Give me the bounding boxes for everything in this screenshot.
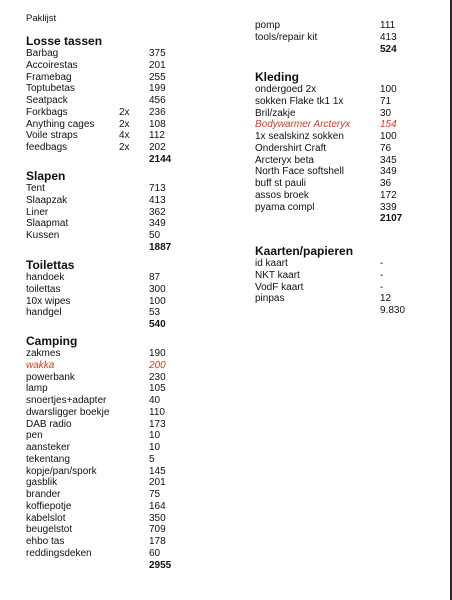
item-name: kopje/pan/spork bbox=[26, 465, 97, 477]
item-weight: 201 bbox=[149, 59, 166, 71]
item-name: Arcteryx beta bbox=[255, 154, 314, 166]
item-name: handoek bbox=[26, 272, 65, 283]
item-weight: 190 bbox=[149, 348, 166, 359]
section-title: Toilettas bbox=[26, 258, 75, 272]
item-name: feedbags bbox=[26, 142, 68, 153]
item-weight: 713 bbox=[149, 183, 166, 194]
item-weight: 71 bbox=[380, 95, 392, 107]
section-title: Kaarten/papieren bbox=[255, 244, 354, 258]
item-weight: 76 bbox=[380, 142, 392, 154]
item-name: handgel bbox=[26, 307, 62, 319]
item-weight: 413 bbox=[149, 194, 166, 206]
section-toilettas bbox=[26, 258, 166, 331]
section-title: Losse tassen bbox=[26, 34, 103, 48]
item-name: buff st pauli bbox=[255, 178, 306, 189]
item-weight: 5 bbox=[149, 453, 155, 465]
list-item bbox=[26, 348, 166, 360]
item-name: Bodywarmer Arcteryx bbox=[255, 119, 351, 131]
item-weight: 349 bbox=[149, 218, 166, 230]
item-weight: 456 bbox=[149, 95, 166, 106]
item-name: North Face softshell bbox=[255, 166, 344, 178]
list-item bbox=[255, 107, 392, 120]
item-name: Bril/zakje bbox=[255, 107, 296, 119]
item-name: aansteker bbox=[26, 442, 70, 453]
list-item bbox=[255, 189, 397, 202]
item-name: 1x sealskinz sokken bbox=[255, 131, 344, 142]
item-weight: 40 bbox=[149, 395, 161, 406]
item-quantity: 2x bbox=[119, 142, 130, 153]
item-name: pinpas bbox=[255, 293, 285, 305]
item-name: Slaapmat bbox=[26, 218, 69, 230]
item-weight: - bbox=[380, 269, 384, 281]
section-total-row bbox=[26, 153, 172, 166]
item-weight: 50 bbox=[149, 230, 161, 241]
list-item bbox=[255, 293, 392, 305]
item-name: Framebag bbox=[26, 71, 72, 83]
item-weight: 362 bbox=[149, 206, 166, 218]
item-name: wakka bbox=[26, 359, 55, 371]
item-weight: 60 bbox=[149, 547, 161, 559]
item-name: Slaapzak bbox=[26, 194, 68, 206]
section-total: 2107 bbox=[380, 213, 403, 225]
list-item bbox=[26, 430, 161, 442]
item-name: sokken Flake tk1 1x bbox=[255, 95, 344, 107]
item-name: reddingsdeken bbox=[26, 547, 92, 559]
list-item bbox=[255, 305, 406, 317]
list-item bbox=[26, 283, 166, 296]
item-name: koffiepotje bbox=[26, 500, 72, 512]
item-name: DAB radio bbox=[26, 418, 72, 430]
section-camping bbox=[26, 334, 172, 572]
item-name: Forkbags bbox=[26, 106, 68, 118]
list-item bbox=[26, 453, 155, 466]
list-item bbox=[26, 489, 161, 501]
section-total-row bbox=[26, 559, 172, 572]
item-name: Tent bbox=[26, 183, 45, 194]
section-total: 2955 bbox=[149, 559, 172, 571]
list-item bbox=[26, 371, 166, 384]
list-item bbox=[26, 118, 166, 131]
item-name: Liner bbox=[26, 206, 49, 218]
item-weight: 100 bbox=[380, 84, 397, 95]
item-name: ehbo tas bbox=[26, 536, 65, 547]
item-name: gasblik bbox=[26, 477, 58, 489]
item-weight: 164 bbox=[149, 500, 166, 512]
item-weight: 172 bbox=[380, 189, 397, 201]
list-item bbox=[26, 218, 166, 230]
list-item bbox=[26, 230, 161, 242]
item-weight: 200 bbox=[149, 359, 166, 371]
item-name: tekentang bbox=[26, 453, 70, 465]
section-title: Camping bbox=[26, 334, 78, 348]
item-weight: 105 bbox=[149, 383, 166, 395]
item-name: 10x wipes bbox=[26, 295, 71, 307]
list-item bbox=[255, 178, 392, 190]
item-weight: - bbox=[380, 281, 384, 293]
item-weight: 108 bbox=[149, 118, 166, 130]
list-item bbox=[26, 477, 166, 489]
item-weight: 202 bbox=[149, 142, 166, 153]
item-name: Anything cages bbox=[26, 118, 95, 130]
section-total: 2144 bbox=[149, 153, 172, 165]
section-total: 524 bbox=[380, 43, 397, 55]
item-weight: 178 bbox=[149, 536, 166, 547]
item-weight: 300 bbox=[149, 283, 166, 295]
list-item bbox=[26, 442, 161, 454]
item-weight: 230 bbox=[149, 371, 166, 383]
item-weight: 345 bbox=[380, 154, 397, 166]
list-item bbox=[255, 142, 392, 155]
list-item bbox=[26, 383, 166, 395]
item-weight: 10 bbox=[149, 430, 161, 442]
item-weight: 87 bbox=[149, 272, 161, 283]
list-item bbox=[255, 281, 384, 294]
section-losse-tassen bbox=[26, 34, 172, 166]
item-weight: 173 bbox=[149, 418, 166, 430]
section-total-row bbox=[26, 319, 166, 331]
item-name: Accoirestas bbox=[26, 59, 78, 71]
section-title: Kleding bbox=[255, 70, 299, 84]
section-total-row bbox=[255, 213, 403, 225]
list-item bbox=[26, 295, 166, 308]
list-item bbox=[26, 106, 166, 119]
item-name: tools/repair kit bbox=[255, 31, 318, 43]
list-item bbox=[26, 512, 166, 525]
section-kleding bbox=[255, 70, 403, 225]
list-item bbox=[26, 83, 166, 95]
item-name: Kussen bbox=[26, 230, 60, 241]
section-kaarten-papieren bbox=[255, 244, 406, 317]
item-weight: 75 bbox=[149, 489, 161, 500]
item-weight: 145 bbox=[149, 465, 166, 477]
list-item bbox=[255, 95, 392, 108]
section-total: 540 bbox=[149, 319, 166, 330]
item-name: Toptubetas bbox=[26, 83, 75, 95]
list-item bbox=[26, 130, 165, 142]
item-weight: 255 bbox=[149, 71, 166, 83]
list-item bbox=[26, 95, 166, 107]
item-name: Seatpack bbox=[26, 95, 68, 106]
item-name: NKT kaart bbox=[255, 269, 300, 281]
item-weight: 112 bbox=[149, 130, 165, 142]
item-name: beugelstot bbox=[26, 524, 73, 536]
list-item bbox=[26, 307, 161, 319]
item-weight: 350 bbox=[149, 512, 166, 524]
item-quantity: 2x bbox=[119, 118, 130, 130]
list-item bbox=[26, 142, 166, 154]
item-name: pyama compl bbox=[255, 201, 315, 213]
item-quantity: 2x bbox=[119, 106, 130, 118]
item-name: id kaart bbox=[255, 258, 288, 269]
item-name: kabelslot bbox=[26, 512, 66, 524]
list-item bbox=[26, 59, 166, 72]
item-quantity: 4x bbox=[119, 130, 130, 142]
list-item bbox=[255, 84, 397, 96]
document-title: Paklijst bbox=[26, 13, 57, 24]
item-name: snoertjes+adapter bbox=[26, 395, 107, 406]
section-total: 1887 bbox=[149, 241, 172, 253]
item-weight: 36 bbox=[380, 178, 392, 189]
list-item bbox=[26, 395, 161, 407]
item-name: Ondershirt Craft bbox=[255, 142, 327, 154]
item-name: dwarsligger boekje bbox=[26, 406, 110, 418]
list-item bbox=[26, 500, 166, 513]
item-weight: 375 bbox=[149, 48, 166, 59]
list-item bbox=[255, 166, 397, 178]
item-name: Voile straps bbox=[26, 130, 78, 142]
list-item bbox=[26, 547, 161, 560]
list-item bbox=[255, 258, 384, 270]
item-weight: 100 bbox=[380, 131, 397, 142]
list-item bbox=[26, 48, 166, 60]
list-item bbox=[26, 418, 166, 431]
list-item bbox=[26, 406, 165, 419]
list-item bbox=[26, 524, 166, 536]
item-name: ondergoed 2x bbox=[255, 84, 317, 95]
item-weight: 236 bbox=[149, 106, 166, 118]
item-name: toilettas bbox=[26, 283, 61, 295]
item-name: assos broek bbox=[255, 189, 309, 201]
item-weight: 349 bbox=[380, 166, 397, 178]
list-item bbox=[26, 71, 166, 84]
list-item bbox=[26, 194, 166, 207]
item-weight: 30 bbox=[380, 107, 392, 119]
item-weight: 413 bbox=[380, 31, 397, 43]
item-weight: 709 bbox=[149, 524, 166, 536]
list-item bbox=[255, 154, 397, 167]
item-weight: 111 bbox=[380, 20, 396, 31]
list-item bbox=[26, 183, 166, 195]
list-item bbox=[26, 272, 161, 284]
item-weight: - bbox=[380, 258, 384, 269]
item-weight: 10 bbox=[149, 442, 161, 453]
item-name: zakmes bbox=[26, 348, 61, 359]
item-name: powerbank bbox=[26, 371, 75, 383]
list-item bbox=[255, 201, 397, 214]
section-total-row bbox=[26, 241, 172, 254]
item-name: brander bbox=[26, 489, 61, 500]
section-slapen bbox=[26, 169, 172, 254]
list-item bbox=[255, 131, 397, 143]
list-item bbox=[255, 119, 397, 131]
item-name: VodF kaart bbox=[255, 281, 304, 293]
item-weight: 53 bbox=[149, 307, 161, 319]
item-weight: 110 bbox=[149, 406, 165, 418]
item-weight: 154 bbox=[380, 119, 397, 131]
item-name: pen bbox=[26, 430, 43, 442]
list-item bbox=[26, 465, 166, 478]
item-name: lamp bbox=[26, 383, 48, 395]
item-weight: 339 bbox=[380, 201, 397, 213]
item-weight: 100 bbox=[149, 295, 166, 307]
item-weight: 201 bbox=[149, 477, 166, 489]
list-item bbox=[26, 206, 166, 219]
item-weight: 9.830 bbox=[380, 305, 406, 316]
section-title: Slapen bbox=[26, 169, 66, 183]
item-weight: 199 bbox=[149, 83, 166, 95]
list-item bbox=[26, 359, 166, 372]
list-item bbox=[255, 269, 384, 282]
item-name: pomp bbox=[255, 20, 281, 31]
list-item bbox=[26, 536, 166, 548]
item-name: Barbag bbox=[26, 48, 59, 59]
item-weight: 12 bbox=[380, 293, 392, 305]
